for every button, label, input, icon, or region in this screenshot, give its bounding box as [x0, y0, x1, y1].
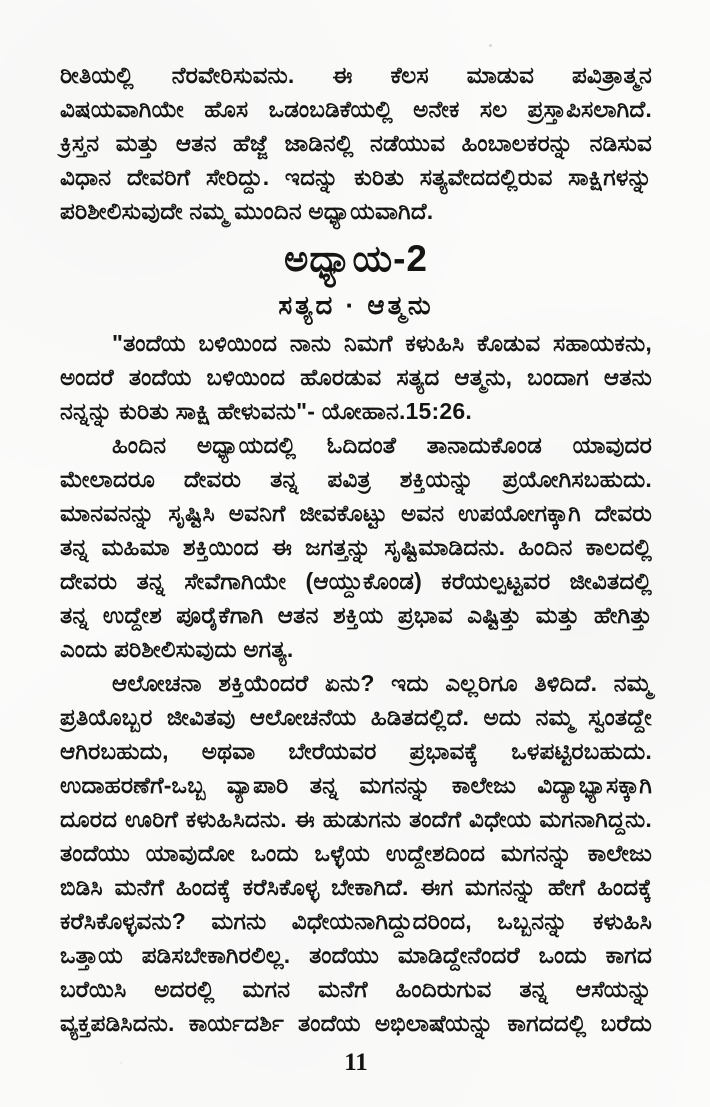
text-line: ತಂದೆಯು ಯಾವುದೋ ಒಂದು ಒಳ್ಳೆಯ ಉದ್ದೇಶದಿಂದ ಮಗನನ್ನು ಕಾಲೇಜು	[60, 840, 652, 866]
text-line: ವಿಧಾನ ದೇವರಿಗೆ ಸೇರಿದ್ದು. ಇದನ್ನು ಕುರಿತು ಸತ್ಯವೇದದಲ್ಲಿರುವ ಸಾಕ್ಷಿಗಳನ್ನು	[60, 164, 652, 190]
text-line: ಮೇಲಾದರೂ ದೇವರು ತನ್ನ ಪವಿತ್ರ ಶಕ್ತಿಯನ್ನು ಪ್ರಯೋಗಿಸಬಹುದು.	[60, 466, 652, 492]
page-number: 11	[344, 1049, 368, 1076]
text-line: ಬಿಡಿಸಿ ಮನೆಗೆ ಹಿಂದಕ್ಕೆ ಕರೆಸಿಕೊಳ್ಳ ಬೇಕಾಗಿದೆ. ಈಗ ಮಗನನ್ನು ಹೇಗೆ ಹಿಂದಕ್ಕೆ	[60, 874, 652, 900]
chapter-subtitle: ಸತ್ಯದ · ಆತ್ಮನು	[278, 290, 434, 320]
text-line: ಕ್ರಿಸ್ತನ ಮತ್ತು ಆತನ ಹೆಜ್ಜೆ ಜಾಡಿನಲ್ಲಿ ನಡೆಯುವ ಹಿಂಬಾಲಕರನ್ನು ನಡಿಸುವ	[60, 130, 652, 156]
text-line: ಒತ್ತಾಯ ಪಡಿಸಬೇಕಾಗಿರಲಿಲ್ಲ. ತಂದೆಯು ಮಾಡಿದ್ದೇನೆಂದರೆ ಒಂದು ಕಾಗದ	[60, 942, 652, 968]
scan-speck	[489, 44, 492, 47]
scan-speck	[120, 1062, 122, 1064]
text-line: ದೂರದ ಊರಿಗೆ ಕಳುಹಿಸಿದನು. ಈ ಹುಡುಗನು ತಂದೆಗೆ ವಿಧೇಯ ಮಗನಾಗಿದ್ದನು.	[60, 806, 652, 832]
text-line: ದೇವರು ತನ್ನ ಸೇವೆಗಾಗಿಯೇ (ಆಯ್ದುಕೊಂಡ) ಕರೆಯಲ್ಪಟ್ಟವರ ಜೀವಿತದಲ್ಲಿ	[60, 568, 652, 594]
text-line: ಉದಾಹರಣೆಗೆ-ಒಬ್ಬ ವ್ಯಾಪಾರಿ ತನ್ನ ಮಗನನ್ನು ಕಾಲೇಜು ವಿದ್ಯಾಭ್ಯಾಸಕ್ಕಾಗಿ	[60, 772, 652, 798]
text-line: ಮಾನವನನ್ನು ಸೃಷ್ಟಿಸಿ ಅವನಿಗೆ ಜೀವಕೊಟ್ಟು ಅವನ ಉಪಯೋಗಕ್ಕಾಗಿ ದೇವರು	[60, 500, 652, 526]
chapter-heading: ಅಧ್ಯಾಯ-2	[284, 238, 428, 279]
text-line: ಪರಿಶೀಲಿಸುವುದೇ ನಮ್ಮ ಮುಂದಿನ ಅಧ್ಯಾಯವಾಗಿದೆ.	[60, 198, 434, 224]
text-line: ಪ್ರತಿಯೊಬ್ಬರ ಜೀವಿತವು ಆಲೋಚನೆಯ ಹಿಡಿತದಲ್ಲಿದೆ. ಅದು ನಮ್ಮ ಸ್ವಂತದ್ದೇ	[60, 704, 652, 730]
text-line: ತನ್ನ ಉದ್ದೇಶ ಪೂರೈಕೆಗಾಗಿ ಆತನ ಶಕ್ತಿಯ ಪ್ರಭಾವ ಎಷ್ಟಿತ್ತು ಮತ್ತು ಹೇಗಿತ್ತು	[60, 602, 652, 628]
paragraph-thought-power	[60, 666, 652, 1040]
paragraph-gods-power	[60, 428, 652, 666]
text-line: ವಿಷಯವಾಗಿಯೇ ಹೊಸ ಒಡಂಬಡಿಕೆಯಲ್ಲಿ ಅನೇಕ ಸಲ ಪ್ರಸ್ತಾಪಿಸಲಾಗಿದೆ.	[60, 96, 652, 122]
text-line: ಅಂದರೆ ತಂದೆಯ ಬಳಿಯಿಂದ ಹೊರಡುವ ಸತ್ಯದ ಆತ್ಮನು, ಬಂದಾಗ ಆತನು	[60, 364, 652, 390]
text-line: ಬರೆಯಿಸಿ ಅದರಲ್ಲಿ ಮಗನ ಮನೆಗೆ ಹಿಂದಿರುಗುವ ತನ್ನ ಆಸೆಯನ್ನು	[60, 976, 652, 1002]
text-line: ತನ್ನ ಮಹಿಮಾ ಶಕ್ತಿಯಿಂದ ಈ ಜಗತ್ತನ್ನು ಸೃಷ್ಟಿಮಾಡಿದನು. ಹಿಂದಿನ ಕಾಲದಲ್ಲಿ	[60, 534, 652, 560]
continuation-paragraph	[60, 58, 652, 228]
text-line: ಕರೆಸಿಕೊಳ್ಳವನು? ಮಗನು ವಿಧೇಯನಾಗಿದ್ದುದರಿಂದ, ಒಬ್ಬನನ್ನು ಕಳುಹಿಸಿ	[60, 908, 652, 934]
text-line: ವ್ಯಕ್ತಪಡಿಸಿದನು. ಕಾರ್ಯದರ್ಶಿ ತಂದೆಯ ಅಭಿಲಾಷೆಯನ್ನು ಕಾಗದದಲ್ಲಿ ಬರೆದು	[60, 1010, 652, 1036]
text-line: "ತಂದೆಯ ಬಳಿಯಿಂದ ನಾನು ನಿಮಗೆ ಕಳುಹಿಸಿ ಕೊಡುವ ಸಹಾಯಕನು,	[112, 330, 652, 356]
text-line: ಹಿಂದಿನ ಅಧ್ಯಾಯದಲ್ಲಿ ಓದಿದಂತೆ ತಾನಾದುಕೊಂಡ ಯಾವುದರ	[112, 432, 652, 458]
text-line: ನನ್ನನ್ನು ಕುರಿತು ಸಾಕ್ಷಿ ಹೇಳುವನು"- ಯೋಹಾನ.15:26.	[60, 398, 472, 424]
text-line: ರೀತಿಯಲ್ಲಿ ನೆರವೇರಿಸುವನು. ಈ ಕೆಲಸ ಮಾಡುವ ಪವಿತ್ರಾತ್ಮನ	[60, 62, 652, 88]
text-line: ಆಲೋಚನಾ ಶಕ್ತಿಯೆಂದರೆ ಏನು? ಇದು ಎಲ್ಲರಿಗೂ ತಿಳಿದಿದೆ. ನಮ್ಮ	[112, 670, 652, 696]
text-line: ಎಂದು ಪರಿಶೀಲಿಸುವುದು ಅಗತ್ಯ.	[60, 636, 294, 662]
verse-quote-paragraph	[60, 326, 652, 428]
text-line: ಆಗಿರಬಹುದು, ಅಥವಾ ಬೇರೆಯವರ ಪ್ರಭಾವಕ್ಕೆ ಒಳಪಟ್ಟಿರಬಹುದು.	[60, 738, 652, 764]
